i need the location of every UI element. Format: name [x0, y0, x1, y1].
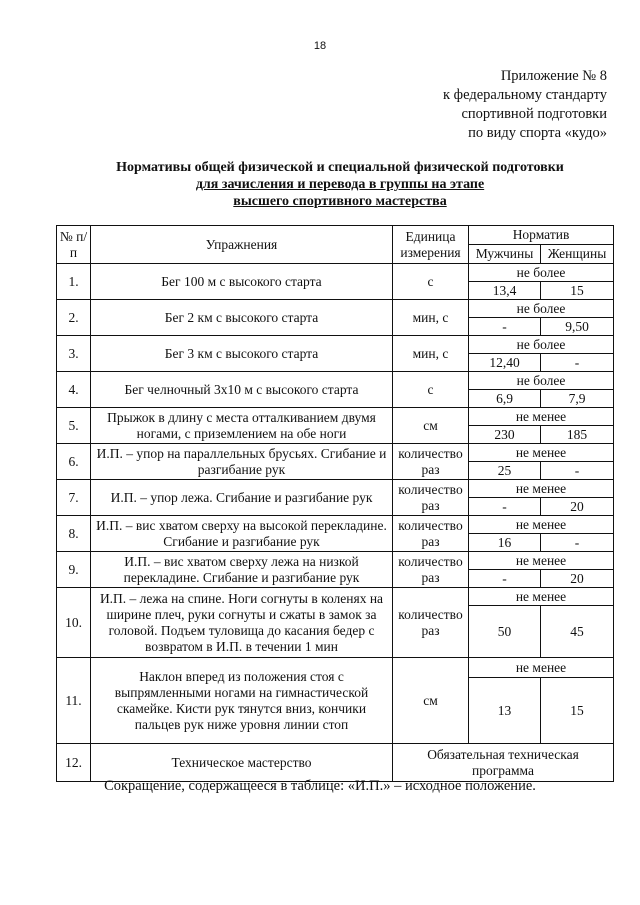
appendix-line: по виду спорта «кудо»	[468, 125, 607, 141]
header-men: Мужчины	[469, 245, 541, 264]
title-line: высшего спортивного мастерства	[233, 194, 447, 209]
row-qualifier: не менее	[469, 480, 614, 498]
row-qualifier: не менее	[469, 658, 614, 678]
row-men: 12,40	[469, 354, 541, 372]
row-unit: количество раз	[393, 516, 469, 552]
header-women: Женщины	[541, 245, 614, 264]
appendix-line: Приложение № 8	[500, 68, 607, 84]
row-women: 9,50	[541, 318, 614, 336]
row-exercise: И.П. – упор лежа. Сгибание и разгибание рук	[91, 480, 393, 516]
row-women: 7,9	[541, 390, 614, 408]
row-unit: мин, с	[393, 300, 469, 336]
row-women: 185	[541, 426, 614, 444]
row-qualifier: не более	[469, 264, 614, 282]
document-title	[40, 159, 640, 210]
row-men: 50	[469, 606, 541, 658]
row-men: 16	[469, 534, 541, 552]
row-num: 6.	[57, 444, 91, 480]
row-men: 13,4	[469, 282, 541, 300]
row-women: -	[541, 534, 614, 552]
table-row	[57, 588, 614, 606]
row-unit: количество раз	[393, 588, 469, 658]
row-unit: мин, с	[393, 336, 469, 372]
appendix-line: к федеральному стандарту	[443, 87, 607, 103]
table-row	[57, 264, 614, 282]
row-num: 12.	[57, 744, 91, 782]
page-number: 18	[313, 40, 327, 52]
row-num: 8.	[57, 516, 91, 552]
table-row	[57, 480, 614, 498]
header-exercise: Упражнения	[91, 226, 393, 264]
row-unit: количество раз	[393, 552, 469, 588]
row-men: -	[469, 570, 541, 588]
row-men: 13	[469, 678, 541, 744]
row-qualifier: не более	[469, 372, 614, 390]
row-num: 5.	[57, 408, 91, 444]
row-women: 15	[541, 678, 614, 744]
row-men: 230	[469, 426, 541, 444]
row-exercise: Бег 100 м с высокого старта	[91, 264, 393, 300]
row-women: 20	[541, 570, 614, 588]
row-num: 3.	[57, 336, 91, 372]
row-unit: с	[393, 372, 469, 408]
row-num: 7.	[57, 480, 91, 516]
table-row	[57, 658, 614, 678]
header-unit: Единица измерения	[393, 226, 469, 264]
row-women: 15	[541, 282, 614, 300]
row-num: 9.	[57, 552, 91, 588]
header-norm: Норматив	[469, 226, 614, 245]
row-num: 10.	[57, 588, 91, 658]
row-exercise: И.П. – лежа на спине. Ноги согнуты в коленях на ширине плеч, руки согнуты и сжаты в замок за головой. Подъем туловища до касания бедер с возвратом в И.П. в течении 1 мин	[91, 588, 393, 658]
title-line: Нормативы общей физической и специальной физической подготовки	[116, 160, 564, 175]
title-line: для зачисления и перевода в группы на этапе	[195, 177, 485, 192]
row-qualifier: не менее	[469, 444, 614, 462]
row-num: 1.	[57, 264, 91, 300]
row-women: 20	[541, 498, 614, 516]
row-num: 2.	[57, 300, 91, 336]
row-exercise: Техническое мастерство	[91, 744, 393, 782]
appendix-line: спортивной подготовки	[461, 106, 607, 122]
row-men: -	[469, 318, 541, 336]
row-num: 11.	[57, 658, 91, 744]
table-row	[57, 372, 614, 390]
table-row	[57, 408, 614, 426]
row-exercise: Прыжок в длину с места отталкиванием двумя ногами, с приземлением на обе ноги	[91, 408, 393, 444]
row-men: 25	[469, 462, 541, 480]
table-row	[57, 552, 614, 570]
table-row	[57, 444, 614, 462]
norms-table	[56, 225, 614, 782]
row-women: 45	[541, 606, 614, 658]
table-row	[57, 336, 614, 354]
row-qualifier: не менее	[469, 552, 614, 570]
row-exercise: Бег 3 км с высокого старта	[91, 336, 393, 372]
row-exercise: И.П. – вис хватом сверху лежа на низкой перекладине. Сгибание и разгибание рук	[91, 552, 393, 588]
row-unit: количество раз	[393, 444, 469, 480]
row-exercise: И.П. – вис хватом сверху на высокой перекладине. Сгибание и разгибание рук	[91, 516, 393, 552]
row-norm-span: Обязательная техническая программа	[393, 744, 614, 782]
row-qualifier: не менее	[469, 588, 614, 606]
row-unit: с	[393, 264, 469, 300]
row-unit: количество раз	[393, 480, 469, 516]
table-row	[57, 516, 614, 534]
row-qualifier: не более	[469, 300, 614, 318]
row-women: -	[541, 462, 614, 480]
row-exercise: Бег 2 км с высокого старта	[91, 300, 393, 336]
row-num: 4.	[57, 372, 91, 408]
row-unit: см	[393, 658, 469, 744]
row-women: -	[541, 354, 614, 372]
row-men: -	[469, 498, 541, 516]
row-qualifier: не менее	[469, 408, 614, 426]
row-exercise: Наклон вперед из положения стоя с выпрямленными ногами на гимнастической скамейке. Кисти рук тянутся вниз, кончики пальцев рук ниже уровня линии стоп	[91, 658, 393, 744]
row-exercise: И.П. – упор на параллельных брусьях. Сгибание и разгибание рук	[91, 444, 393, 480]
table-row	[57, 744, 614, 782]
footnote: Сокращение, содержащееся в таблице: «И.П.» – исходное положение.	[104, 778, 536, 794]
row-unit: см	[393, 408, 469, 444]
header-num: № п/п	[57, 226, 91, 264]
table-row	[57, 300, 614, 318]
row-qualifier: не более	[469, 336, 614, 354]
row-men: 6,9	[469, 390, 541, 408]
row-exercise: Бег челночный 3х10 м с высокого старта	[91, 372, 393, 408]
row-qualifier: не менее	[469, 516, 614, 534]
appendix-block	[443, 67, 607, 143]
